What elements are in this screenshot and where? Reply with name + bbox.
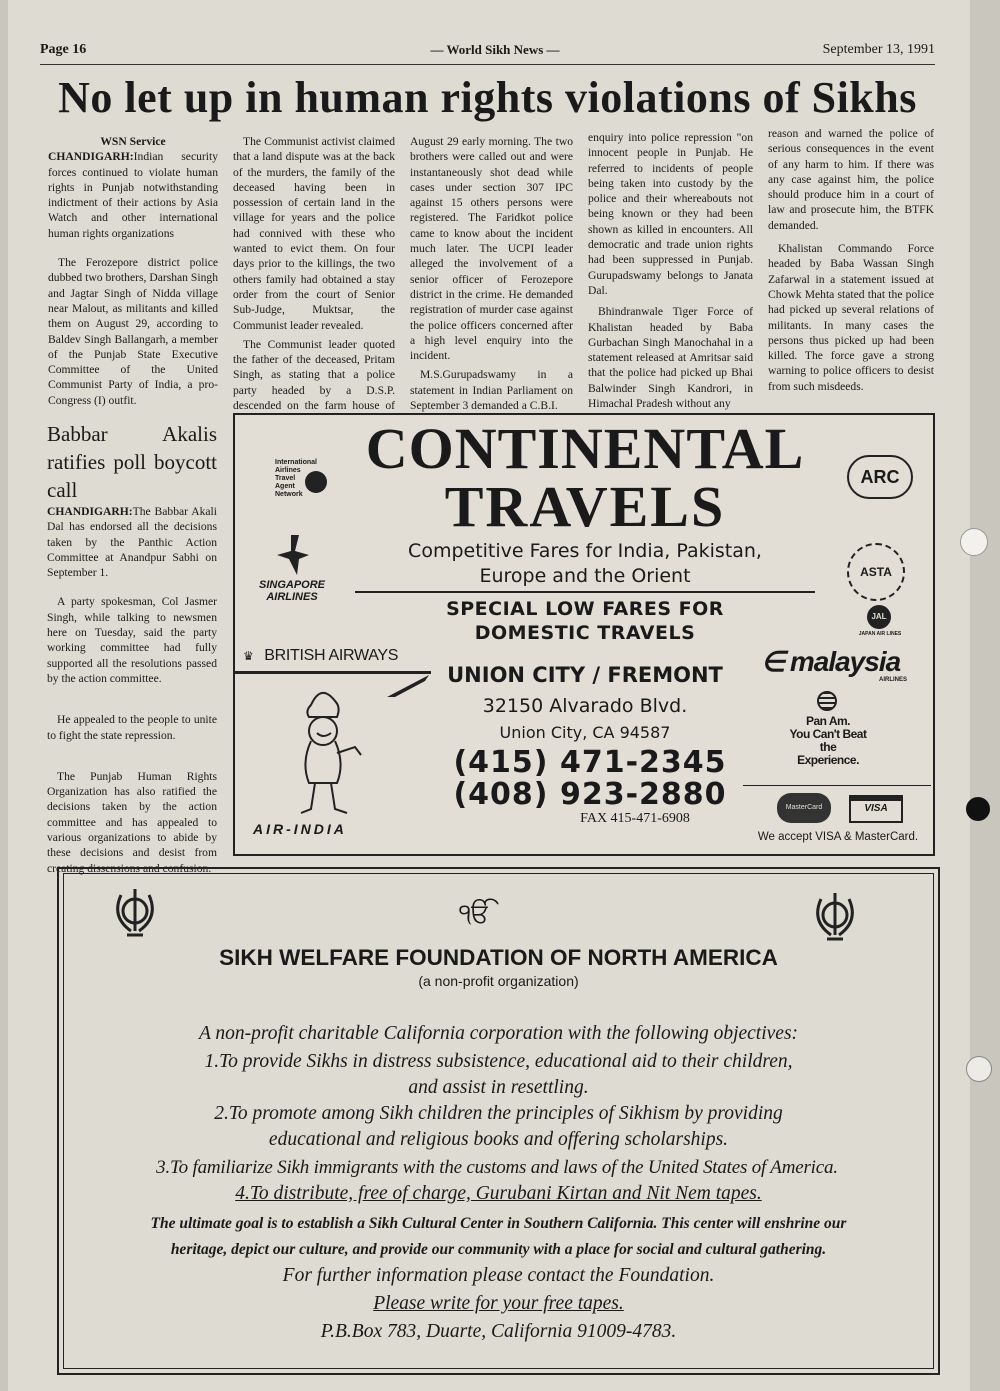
ad-divider (743, 785, 931, 786)
cards-accepted: We accept VISA & MasterCard. (757, 831, 919, 843)
jal-crane-icon: JAL (867, 605, 891, 629)
logo-text: AIRLINES (266, 591, 318, 603)
objective-2: 2.To promote among Sikh children the principles of Sikhism by providing (214, 1103, 783, 1124)
dateline: CHANDIGARH: (47, 505, 133, 518)
foundation-intro: A non-profit charitable California corporation with the following objectives: (198, 1023, 799, 1044)
continental-travels-ad (233, 413, 935, 856)
iatan-text-line: Network (275, 491, 303, 498)
paragraph: A party spokesman, Col Jasmer Singh, while talking to newsmen here on Tuesday, said the party working committee had fully supported all the resolutions passed by the action committee. (47, 595, 217, 685)
mastercard-logo: MasterCard (777, 793, 831, 823)
foundation-address: P.B.Box 783, Duarte, California 91009-4783. (320, 1321, 677, 1342)
ad-city: Union City, CA 94587 (499, 723, 671, 742)
foundation-goal-cont: heritage, depict our culture, and provide our community with a place for social and cultural gathering. (170, 1241, 827, 1258)
paragraph: The Punjab Human Rights Organization has also ratified the decisions taken by the action committee and has appealed to various organizations to abide by these decisions and desist from creating dissensions and confusion. (47, 769, 217, 875)
panam-logo (783, 715, 873, 767)
publication-name: — World Sikh News — (430, 42, 560, 57)
logo-text: Experience. (797, 753, 859, 767)
crest-icon: ♛ (243, 649, 254, 663)
article-column-4 (588, 130, 753, 419)
objective-1-cont: and assist in resettling. (408, 1077, 589, 1098)
visa-logo: VISA (849, 795, 903, 823)
logo-text: BRITISH AIRWAYS (264, 647, 399, 664)
singapore-airlines-bird-icon (269, 533, 317, 577)
article-column-2 (233, 134, 395, 437)
paragraph: The Communist activist claimed that a land dispute was at the back of the murders, the family of the deceased having been in possession of certain land in the village for years and the police had connived with these who wanted to evict them. On four days prior to the killings, the two others family had obtained a stay order from the court of Senior Sub-Judge, Muktsar, the Communist leader revealed. (233, 135, 395, 332)
objective-3: 3.To familiarize Sikh immigrants with the customs and laws of the United States of America. (156, 1157, 838, 1178)
khanda-icon (111, 887, 159, 941)
iatan-text-line: Travel (275, 475, 296, 482)
foundation-subtitle: (a non-profit organization) (418, 973, 579, 989)
sidebar-story (47, 420, 217, 884)
ad-title-line1: CONTINENTAL (365, 416, 805, 481)
special-line: DOMESTIC TRAVELS (474, 622, 696, 644)
malaysia-airlines-logo (761, 645, 931, 683)
logo-text: the (819, 740, 837, 754)
paragraph-text: Indian security forces continued to violate human rights in Punjab notwithstanding indictment of their actions by Asia Watch and other international human rights organizations (48, 150, 218, 240)
article-column-3 (410, 134, 573, 421)
panam-globe-icon (817, 691, 837, 711)
subtitle-line: Competitive Fares for India, Pakistan, (408, 540, 762, 562)
special-line: SPECIAL LOW FARES FOR (446, 598, 724, 620)
globe-icon (305, 471, 327, 493)
paragraph-text: The Babbar Akali Dal has endorsed all the decisions taken by the Panthic Action Committee at Anandpur Sabhi on September 1. (47, 505, 217, 580)
ad-subtitle (335, 539, 835, 589)
sidebar-headline: Babbar Akalis ratifies poll boycott call (47, 422, 217, 502)
logo-subtext: AIRLINES (879, 677, 908, 683)
page-number: Page 16 (40, 42, 87, 57)
header-rule (40, 64, 935, 65)
air-india-logo: AIR-INDIA (253, 821, 347, 837)
iatan-text-line: International (275, 459, 318, 466)
arc-logo: ARC (847, 455, 913, 499)
objective-4: 4.To distribute, free of charge, Gurubani Kirtan and Nit Nem tapes. (235, 1183, 762, 1204)
paragraph (48, 149, 218, 241)
issue-date: September 13, 1991 (822, 42, 935, 57)
logo-text: malaysia (789, 646, 901, 677)
free-tapes-line: Please write for your free tapes. (373, 1293, 624, 1314)
article-column-1 (48, 134, 218, 416)
ad-address: 32150 Alvarado Blvd. (482, 695, 688, 717)
ad-phone-1: (415) 471-2345 (453, 745, 727, 780)
article-column-5 (768, 126, 934, 402)
binder-hole (966, 797, 990, 821)
khanda-icon (811, 891, 859, 945)
ad-fax: FAX 415-471-6908 (580, 811, 690, 826)
paragraph: August 29 early morning. The two brothers were called out and were instantaneously shot dead while cases under section 307 IPC against 15 others persons were registered. The Faridkot police came to know about the incident much later. The UCPI leader alleged the involvement of a senior officer of Ferozepore district in the crime. He demanded registration of murder case against the police officers concerned after a high level enquiry into the incident. (410, 135, 573, 363)
ik-onkar-symbol: ੴ (459, 899, 491, 929)
logo-text: Pan Am. (805, 714, 851, 728)
foundation-contact: For further information please contact the Foundation. (282, 1265, 715, 1286)
maharaja-mascot-icon (281, 683, 371, 823)
ad-divider (355, 591, 815, 593)
paragraph: enquiry into police repression "on innocent people in Punjab. He referred to incidents of people being taken into custody by the police and their whereabouts not being known or they had been shown as killed in encounters. All democratic and trade union rights had been suppressed in Punjab. Gurupadswamy belongs to Janata Dal. (588, 131, 753, 297)
dateline: CHANDIGARH: (48, 150, 134, 164)
foundation-goal: The ultimate goal is to establish a Sikh Cultural Center in Southern California. This center will enshrine our (150, 1215, 847, 1232)
sikh-welfare-foundation-notice (57, 867, 940, 1375)
ad-special-fares (365, 597, 805, 645)
paragraph (47, 504, 217, 580)
binder-hole (966, 1056, 992, 1082)
british-airways-speedwing-icon (385, 673, 431, 699)
byline: WSN Service (100, 135, 166, 148)
paragraph: He appealed to the people to unite to fight the state repression. (47, 713, 217, 742)
logo-text: SINGAPORE (258, 579, 325, 591)
iatan-text-line: Agent (275, 483, 295, 490)
paragraph: M.S.Gurupadswamy in a statement in Indian Parliament on September 3 demanded a C.B.I. (410, 368, 573, 413)
paragraph: The Communist leader quoted the father of the deceased, Pritam Singh, as stating that a police party headed by a D.S.P. descended on the farm house of (233, 337, 395, 413)
paragraph: Khalistan Commando Force headed by Baba Wassan Singh Zafarwal in a statement issued at Chowk Mehta stated that the police had picked up several relations of militants. In many cases the persons thus picked up had been killed. The force gave a strong warning to police officers to desist from such misdeeds. (768, 242, 934, 393)
logo-text: You Can't Beat (789, 727, 867, 741)
ad-title-line2: TRAVELS (444, 474, 726, 539)
paragraph: reason and warned the police of serious consequences in the event of any harm to him. If there was any case against him, the police should produce him in a court of law and prosecute him, the BTFK demanded. (768, 127, 934, 232)
paragraph: The Ferozepore district police dubbed two brothers, Darshan Singh and Jagtar Singh of Nidda village near Malout, as militants and killed them on August 29, according to Baldev Singh Ballangarh, a member of the Punjab State Executive Committee of the United Communist Party of India, a pro-Congress (I) outfit. (48, 256, 218, 407)
subtitle-line: Europe and the Orient (479, 565, 691, 587)
objective-1: 1.To provide Sikhs in distress subsistence, educational aid to their children, (204, 1051, 793, 1072)
asta-seal: ASTA (847, 543, 905, 601)
objective-2-cont: educational and religious books and offering scholarships. (268, 1129, 729, 1150)
ad-location: UNION CITY / FREMONT (447, 663, 723, 687)
ad-phone-2: (408) 923-2880 (453, 777, 727, 812)
singapore-airlines-logo (247, 579, 337, 603)
binder-hole (960, 528, 988, 556)
british-airways-logo (243, 647, 439, 665)
jal-label: JAPAN AIR LINES (858, 631, 902, 637)
foundation-title: SIKH WELFARE FOUNDATION OF NORTH AMERICA (219, 945, 778, 970)
paragraph: Bhindranwale Tiger Force of Khalistan headed by Baba Gurbachan Singh Manochahal in a statement released at Amritsar said that the police had picked up Bhai Balwinder Singh Kandrori, in Himachal Pradesh without any (588, 305, 753, 411)
iatan-text-line: Airlines (275, 467, 301, 474)
article-headline: No let up in human rights violations of Sikhs (58, 73, 917, 122)
malaysia-kite-icon: ∈ (761, 646, 786, 677)
